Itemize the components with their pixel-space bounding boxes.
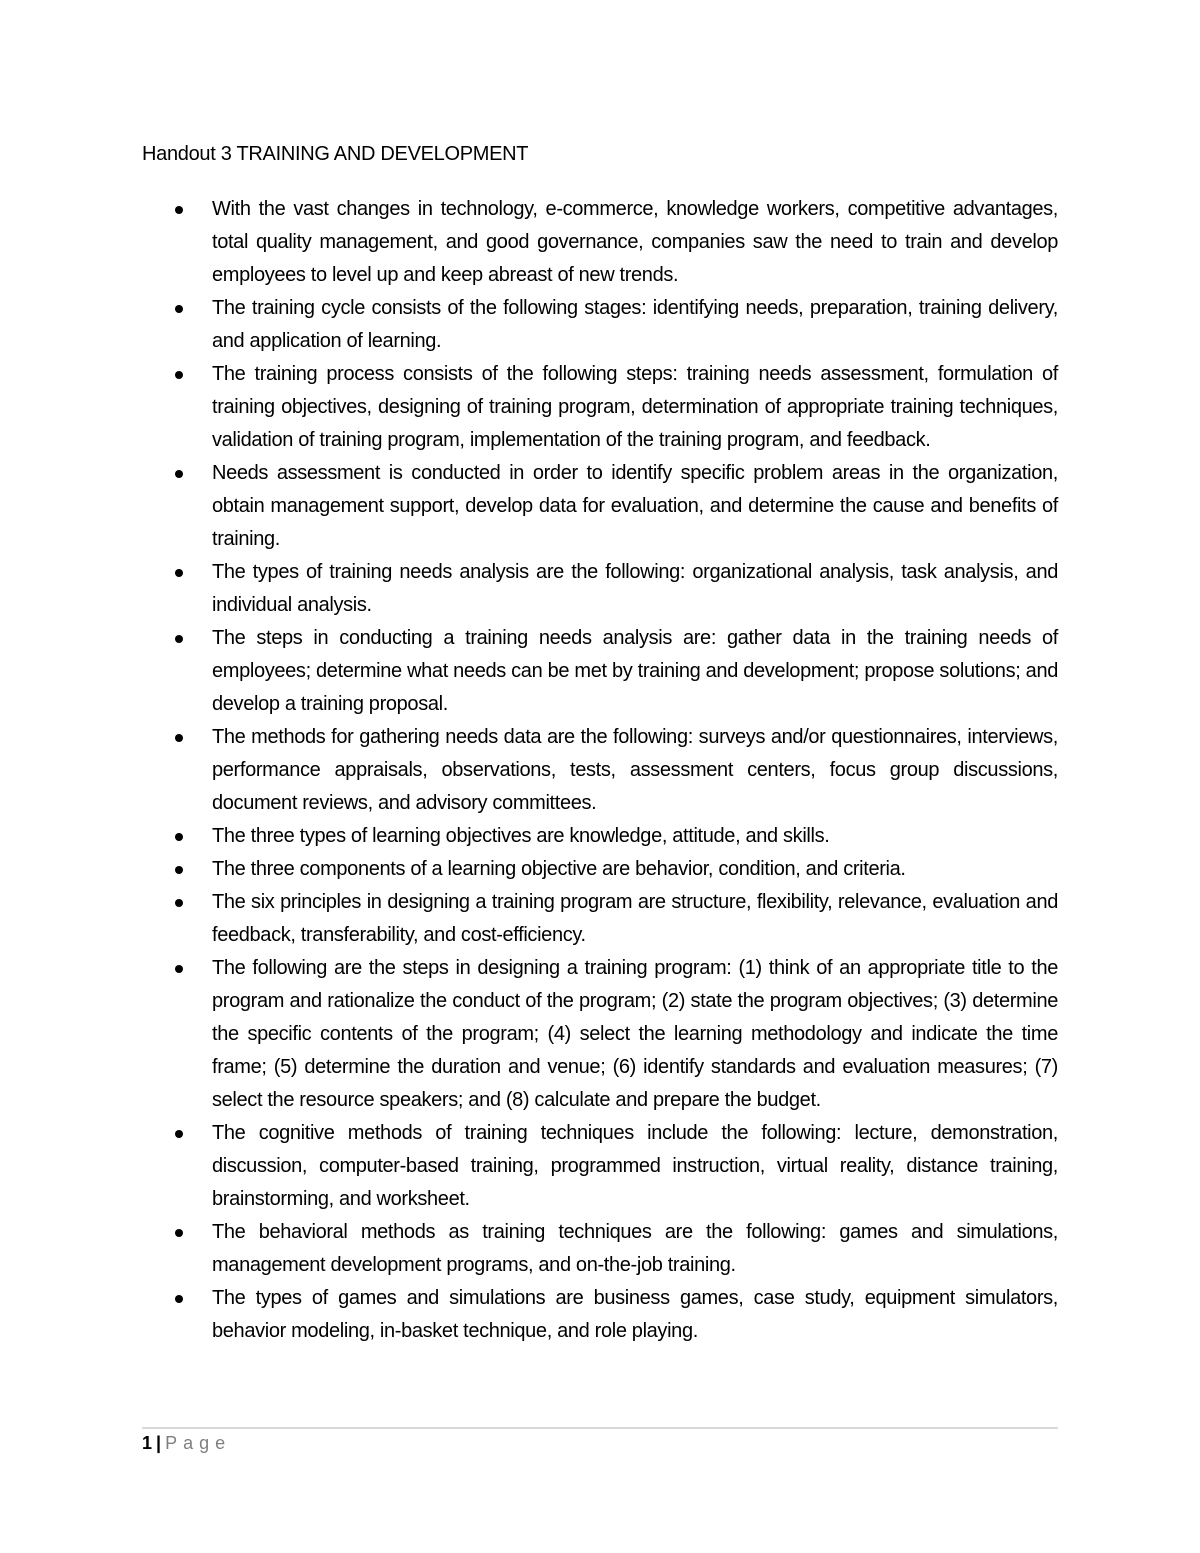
list-item-text: The training process consists of the following steps: training needs assessment, formulation of training objectives, designing of training program, determination of appropriate training techniques, validation of training program, implementation of the training program, and feedback. [212,363,1058,451]
bullet-icon [175,833,183,841]
bullet-icon [175,899,183,907]
list-item-text: Needs assessment is conducted in order to identify specific problem areas in the organization, obtain management support, develop data for evaluation, and determine the cause and benefits of training. [212,462,1058,550]
list-item-text: The three types of learning objectives are knowledge, attitude, and skills. [212,825,830,847]
list-item [212,853,1058,886]
bullet-icon [175,965,183,973]
list-item-text: The following are the steps in designing a training program: (1) think of an appropriate title to the program and rationalize the conduct of the program; (2) state the program objectives; (3) determine the specific contents of the program; (4) select the learning methodology and indicate the time frame; (5) determine the duration and venue; (6) identify standards and evaluation measures; (7) select the resource speakers; and (8) calculate and prepare the budget. [212,957,1058,1111]
list-item-text: The six principles in designing a training program are structure, flexibility, relevance, evaluation and feedback, transferability, and cost-efficiency. [212,891,1058,946]
bullet-icon [175,1229,183,1237]
list-item [212,886,1058,952]
list-item-text: The methods for gathering needs data are the following: surveys and/or questionnaires, interviews, performance appraisals, observations, tests, assessment centers, focus group discussions, document reviews, and advisory committees. [212,726,1058,814]
bullet-icon [175,371,183,379]
list-item [212,193,1058,292]
list-item-text: The three components of a learning objective are behavior, condition, and criteria. [212,858,906,880]
bullet-icon [175,866,183,874]
list-item-text: The types of games and simulations are business games, case study, equipment simulators, behavior modeling, in-basket technique, and role playing. [212,1287,1058,1342]
bullet-icon [175,305,183,313]
list-item [212,457,1058,556]
list-item-text: The types of training needs analysis are the following: organizational analysis, task analysis, and individual analysis. [212,561,1058,616]
list-item [212,622,1058,721]
bullet-icon [175,470,183,478]
bullet-icon [175,635,183,643]
list-item [212,952,1058,1117]
list-item [212,292,1058,358]
bullet-icon [175,206,183,214]
list-item [212,358,1058,457]
bullet-icon [175,1130,183,1138]
page-number: 1 [142,1433,153,1453]
footer-divider [142,1427,1058,1429]
list-item-text: The cognitive methods of training techniques include the following: lecture, demonstration, discussion, computer-based training, programmed instruction, virtual reality, distance training, brainstorming, and worksheet. [212,1122,1058,1210]
list-item-text: The behavioral methods as training techniques are the following: games and simulations, management development programs, and on-the-job training. [212,1221,1058,1276]
bullet-icon [175,734,183,742]
list-item [212,820,1058,853]
list-item [212,1117,1058,1216]
page-footer [142,1433,231,1454]
bullet-list [212,193,1058,1348]
list-item-text: The steps in conducting a training needs analysis are: gather data in the training needs of employees; determine what needs can be met by training and development; propose solutions; and develop a training proposal. [212,627,1058,715]
list-item [212,1216,1058,1282]
page-label: Page [165,1433,232,1453]
list-item [212,556,1058,622]
bullet-icon [175,1295,183,1303]
list-item [212,1282,1058,1348]
list-item-text: The training cycle consists of the following stages: identifying needs, preparation, training delivery, and application of learning. [212,297,1058,352]
document-title: Handout 3 TRAINING AND DEVELOPMENT [142,143,529,165]
list-item-text: With the vast changes in technology, e-commerce, knowledge workers, competitive advantages, total quality management, and good governance, companies saw the need to train and develop employees to level up and keep abreast of new trends. [212,198,1058,286]
list-item [212,721,1058,820]
bullet-icon [175,569,183,577]
page-separator: | [156,1433,162,1453]
